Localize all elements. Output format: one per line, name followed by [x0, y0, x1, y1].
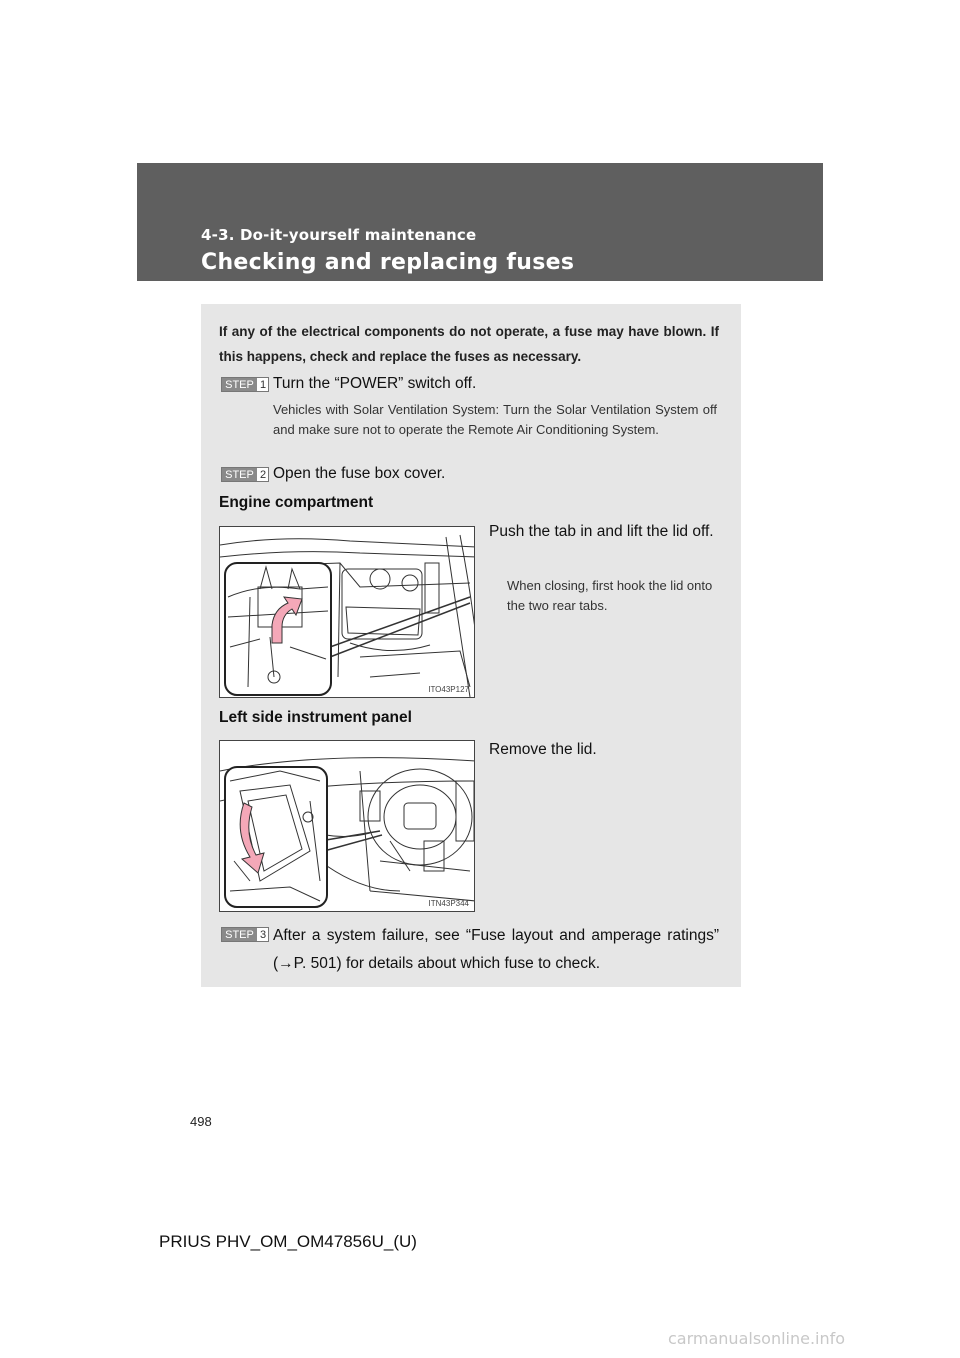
step-label: STEP: [222, 468, 258, 481]
step-number: 2: [259, 469, 267, 481]
instrument-panel-heading: Left side instrument panel: [219, 709, 412, 726]
engine-fuse-box-figure: [219, 526, 475, 698]
engine-illustration: [220, 527, 475, 698]
instrument-panel-illustration: [220, 741, 475, 912]
instrument-panel-figure: [219, 740, 475, 912]
intro-text: If any of the electrical components do not operate, a fuse may have blown. If this happens, check and replace the fuses as necessary.: [219, 324, 719, 364]
step-label: STEP: [222, 378, 258, 391]
step-1-note: Vehicles with Solar Ventilation System: Turn the Solar Ventilation System off and make sure not to operate the Remote Air Conditioning System.: [273, 402, 717, 437]
engine-instruction: Push the tab in and lift the lid off.: [489, 523, 714, 540]
panel-instruction: Remove the lid.: [489, 741, 597, 758]
figure-code: ITO43P127: [428, 685, 469, 694]
step-1-badge: [221, 377, 269, 392]
engine-compartment-heading: Engine compartment: [219, 494, 374, 511]
step-1-text: Turn the “POWER” switch off.: [273, 375, 477, 392]
footer-document-code: PRIUS PHV_OM_OM47856U_(U): [159, 1232, 417, 1251]
page-number: 498: [190, 1114, 212, 1129]
step-number: 3: [259, 929, 267, 941]
step-3-badge: [221, 927, 269, 942]
step-3-text: After a system failure, see “Fuse layout and amperage ratings” (→P. 501) for details about which fuse to check.: [273, 927, 719, 972]
figure-code: ITN43P344: [428, 899, 469, 908]
step-number: 1: [259, 379, 267, 391]
step-label: STEP: [222, 928, 258, 941]
section-label: 4-3. Do-it-yourself maintenance: [201, 226, 477, 244]
engine-note: When closing, first hook the lid onto the two rear tabs.: [507, 578, 713, 613]
watermark: carmanualsonline.info: [668, 1329, 846, 1348]
step-2-text: Open the fuse box cover.: [273, 465, 446, 482]
step-2-badge: [221, 467, 269, 482]
page-title: Checking and replacing fuses: [201, 250, 575, 275]
